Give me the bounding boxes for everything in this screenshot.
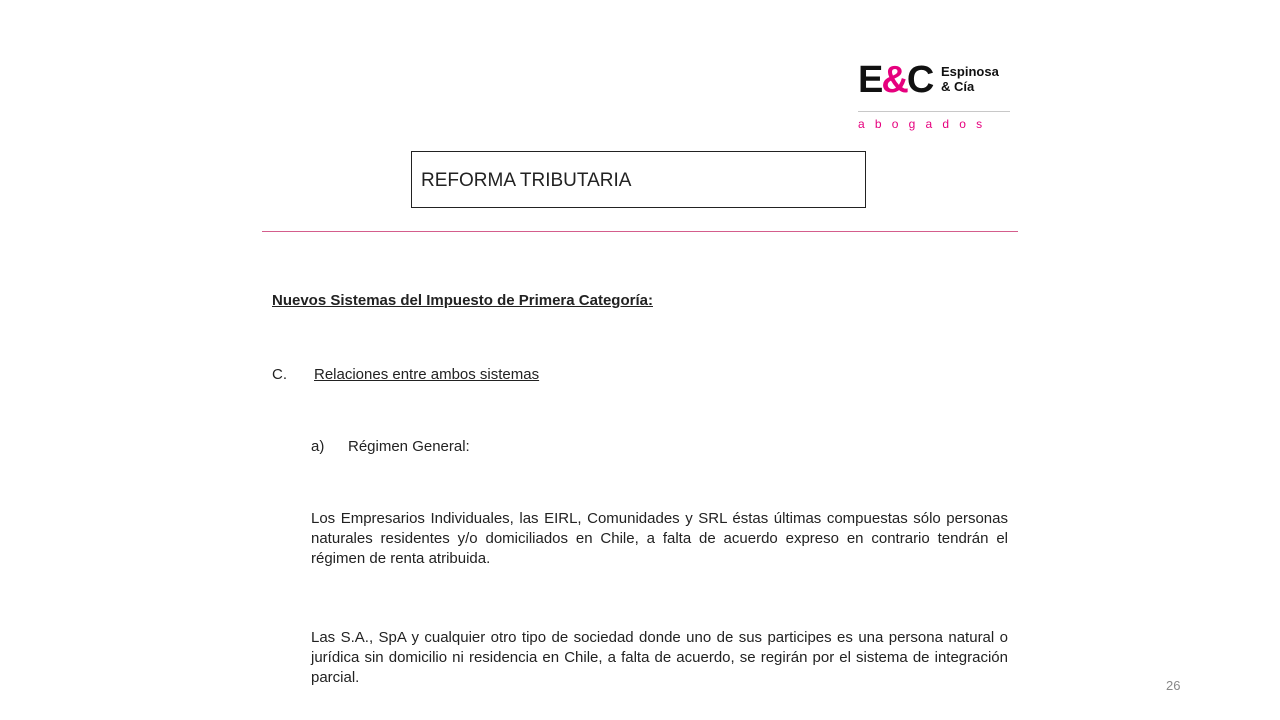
slide-title-box [411,151,866,208]
section-letter: C. [272,366,287,383]
logo-firm-name [941,64,999,94]
logo-name-line2: & Cía [941,79,975,94]
section-heading [272,366,539,383]
logo-mark-e: E [858,59,882,101]
logo-subtitle: abogados [858,117,993,131]
paragraph-renta-atribuida: Los Empresarios Individuales, las EIRL, Comunidades y SRL éstas últimas compuestas sólo personas naturales residentes y/o domiciliados en Chile, a falta de acuerdo expreso en contrario tendrán el régimen de renta atribuida. [311,510,1008,567]
content-heading: Nuevos Sistemas del Impuesto de Primera Categoría: [272,292,653,309]
section-title: Relaciones entre ambos sistemas [314,366,540,383]
company-logo [858,58,1010,134]
paragraph-integracion-parcial: Las S.A., SpA y cualquier otro tipo de sociedad donde uno de sus participes es una persona natural o jurídica sin domicilio ni residencia en Chile, a falta de acuerdo, se regirán por el sistema de integración parcial. [311,629,1008,686]
logo-mark-ampersand: & [881,59,907,101]
page-number: 26 [1166,678,1181,693]
logo-mark [858,58,932,102]
subsection-heading [311,438,470,455]
logo-name-line1: Espinosa [941,64,999,79]
header-divider [262,231,1018,232]
logo-divider [858,111,1010,112]
subsection-letter: a) [311,438,325,455]
slide-title: REFORMA TRIBUTARIA [421,170,632,191]
logo-mark-c: C [906,59,933,101]
subsection-title: Régimen General: [348,438,470,455]
